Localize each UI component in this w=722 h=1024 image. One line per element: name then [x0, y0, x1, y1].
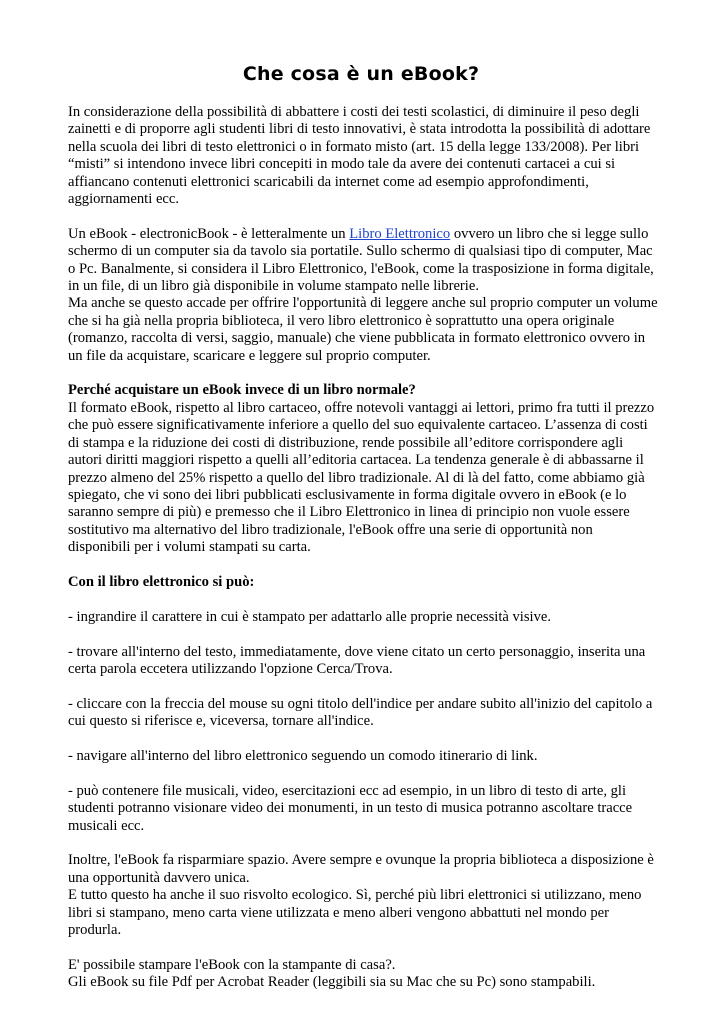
paragraph-ecology: E tutto questo ha anche il suo risvolto ecologico. Sì, perché più libri elettronici si utilizzano, meno libri si stampano, meno carta viene utilizzata e meno alberi vengono abbattuti nel mondo per produrla.: [68, 887, 642, 938]
paragraph-intro: In considerazione della possibilità di abbattere i costi dei testi scolastici, di diminuire il peso degli zainetti e di proporre agli studenti libri di testo innovativi, è stata introdotta la possibilità di adottare nella scuola dei libri di testo elettronici o in formato misto (art. 15 della legge 133/2008). Per libri “misti” si intendono invece libri concepiti in modo tale da avere dei contenuti cartacei a cui si affiancano contenuti elettronici scaricabili da internet come ad esempio approfondimenti, aggiornamenti ecc.: [68, 104, 651, 208]
heading-what-you-can-do: Con il libro elettronico si può:: [68, 573, 255, 590]
list-item: - può contenere file musicali, video, esercitazioni ecc ad esempio, in un libro di testo di arte, gli studenti potranno visionare video dei monumenti, in un testo di musica potranno ascoltare tracce musicali ecc.: [68, 782, 633, 834]
page-title: Che cosa è un eBook?: [242, 63, 480, 85]
paragraph-original-work: Ma anche se questo accade per offrire l'opportunità di leggere anche sul proprio computer un volume che si ha già nella propria biblioteca, il vero libro elettronico è soprattutto una opera originale (romanzo, raccolta di versi, saggio, manuale) che viene pubblicata in formato elettronico ovvero in un file da acquistare, scaricare e leggere sul proprio computer.: [68, 295, 658, 364]
paragraph-advantages: Il formato eBook, rispetto al libro cartaceo, offre notevoli vantaggi ai lettori, primo fra tutti il prezzo che può essere significativamente inferiore a quello del suo equivalente cartaceo. L’assenza di costi di stampa e la riduzione dei costi di distribuzione, rende possibile all’editore corrispondere agli autori diritti maggiori rispetto a quelli all’editoria cartacea. La tendenza generale è di abbassarne il prezzo almeno del 25% rispetto a quello del libro tradizionale. Al di là del fatto, come abbiamo già spiegato, che vi sono dei libri pubblicati esclusivamente in forma digitale ovvero in eBook (e lo saranno sempre di più) e premesso che il Libro Elettronico in linea di principio non vuole essere sostitutivo ma alternativo del libro tradizionale, l'eBook offre una serie di opportunità non disponibili per i volumi stampati su carta.: [68, 399, 655, 556]
list-item: - cliccare con la freccia del mouse su ogni titolo dell'indice per andare subito all'inizio del capitolo a cui questo si riferisce e, viceversa, tornare all'indice.: [68, 695, 653, 730]
paragraph-text: Un eBook - electronicBook - è letteralmente un: [68, 225, 350, 242]
paragraph-print-answer: Gli eBook su file Pdf per Acrobat Reader (leggibili sia su Mac che su Pc) sono stampabili.: [68, 974, 596, 991]
heading-why-buy: Perché acquistare un eBook invece di un libro normale?: [68, 382, 416, 399]
paragraph-print-question: E' possibile stampare l'eBook con la stampante di casa?.: [68, 956, 396, 973]
list-item: - navigare all'interno del libro elettronico seguendo un comodo itinerario di link.: [68, 747, 538, 764]
libro-elettronico-link[interactable]: Libro Elettronico: [349, 225, 451, 242]
list-item: - trovare all'interno del testo, immediatamente, dove viene citato un certo personaggio, inserita una certa parola eccetera utilizzando l'opzione Cerca/Trova.: [68, 643, 646, 677]
document-body: [68, 104, 658, 992]
paragraph-ebook-definition: [68, 226, 658, 296]
paragraph-text: ovvero un libro che si legge sullo schermo di un computer sia da tavolo sia portatile. Sullo schermo di qualsiasi tipo di computer, Mac o Pc. Banalmente, si considera il Libro Elettronico, l'eBook, come la trasposizione in forma digitale, in un file, di un libro già disponibile in volume stampato nelle librerie.: [68, 225, 654, 295]
paragraph-space-saving: Inoltre, l'eBook fa risparmiare spazio. Avere sempre e ovunque la propria biblioteca a disposizione è una opportunità davvero unica.: [68, 852, 654, 886]
list-item: - ingrandire il carattere in cui è stampato per adattarlo alle proprie necessità visive.: [68, 608, 552, 625]
